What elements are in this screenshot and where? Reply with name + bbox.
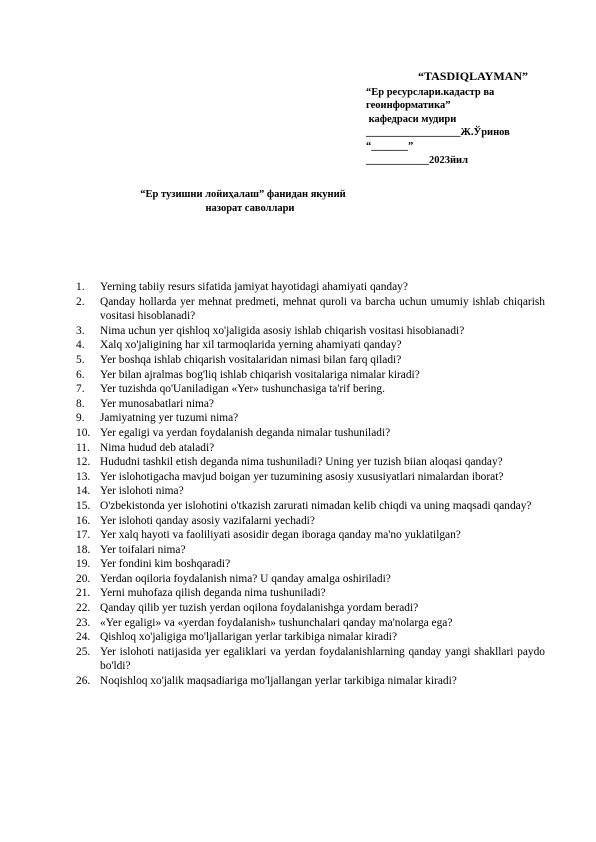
question-text: Hududni tashkil etish deganda nima tushuniladi? Uning yer tuzish biian aloqasi qanday? xyxy=(100,456,503,469)
approval-date-year: ____________2023йил xyxy=(366,154,468,166)
question-text: Yerdan oqiloria foydalanish nima? U qanday amalga oshiriladi? xyxy=(100,572,391,585)
question-text: «Yer egaligi» va «yerdan foydalanish» tushunchalari qanday ma'nolarga ega? xyxy=(100,616,453,629)
question-item xyxy=(76,586,545,601)
question-text: Yer fondini kim boshqaradi? xyxy=(100,558,231,571)
question-number: 14. xyxy=(76,485,91,498)
question-item xyxy=(76,543,545,558)
question-item xyxy=(76,528,545,543)
question-text: O'zbekistonda yer islohotini o'tkazish zarurati nimadan kelib chiqdi va uning maqsadi qanday? xyxy=(100,499,532,512)
approval-title: “TASDIQLAYMAN” xyxy=(417,69,528,83)
question-number: 20. xyxy=(76,572,91,585)
question-text: Qanday hollarda yer mehnat predmeti, mehnat quroli va barcha uchun umumiy ishlab chiqarish vositasi hisoblanadi? xyxy=(100,295,545,323)
question-item xyxy=(76,295,545,324)
question-text: Qishloq xo'jaligiga mo'ljallarigan yerlar tarkibiga nimalar kiradi? xyxy=(100,631,398,644)
question-number: 10. xyxy=(76,426,91,439)
question-number: 5. xyxy=(76,353,85,366)
question-number: 12. xyxy=(76,456,91,469)
question-item xyxy=(76,499,545,514)
question-number: 22. xyxy=(76,602,91,615)
question-number: 11. xyxy=(76,441,90,454)
question-item xyxy=(76,382,545,397)
question-text: Yerning tabiiy resurs sifatida jamiyat hayotidagi ahamiyati qanday? xyxy=(100,281,408,293)
question-number: 21. xyxy=(76,587,91,600)
question-text: Nima uchun yer qishloq xo'jaligida asosiy ishlab chiqarish vositasi hisobianadi? xyxy=(100,324,465,337)
question-number: 13. xyxy=(76,470,91,483)
question-number: 3. xyxy=(76,324,85,337)
question-text: Yer munosabatlari nima? xyxy=(100,397,214,410)
question-number: 17. xyxy=(76,529,91,542)
question-number: 18. xyxy=(76,543,91,556)
question-item xyxy=(76,630,545,645)
question-item xyxy=(76,470,545,485)
question-number: 9. xyxy=(76,412,85,425)
question-text: Yer islohoti qanday asosiy vazifalarni yechadi? xyxy=(100,514,315,527)
heading-line-1: “Ер тузишни лойиҳалаш” фанидан якуний xyxy=(140,189,346,200)
question-text: Xalq xo'jaligining har xil tarmoqlarida yerning ahamiyati qanday? xyxy=(100,339,402,352)
approval-signature-line: __________________Ж.Ўринов xyxy=(366,127,510,139)
question-item xyxy=(76,572,545,587)
question-item xyxy=(76,645,545,674)
document-heading xyxy=(100,188,400,216)
question-text: Yer islohotigacha mavjud boigan yer tuzumining asosiy xususiyatlari nimalardan iborat? xyxy=(100,470,504,483)
question-text: Yer xalq hayoti va faoliliyati asosidir degan iboraga qanday ma'no yuklatilgan? xyxy=(100,529,461,542)
question-item xyxy=(76,441,545,456)
question-item xyxy=(76,674,545,689)
approval-date-day: “_______” xyxy=(366,140,414,152)
question-number: 6. xyxy=(76,368,85,381)
question-number: 16. xyxy=(76,514,91,527)
questions-list xyxy=(76,280,545,689)
question-number: 1. xyxy=(76,281,85,293)
approval-line: “Ер ресурслари.кадастр ва xyxy=(366,86,495,98)
question-text: Yer boshqa ishlab chiqarish vositalaridan nimasi bilan farq qiladi? xyxy=(100,353,402,366)
question-item xyxy=(76,353,545,368)
question-number: 2. xyxy=(76,295,85,308)
question-item xyxy=(76,411,545,426)
question-item xyxy=(76,397,545,412)
approval-line: геоинформатика” xyxy=(366,100,451,112)
question-text: Yer bilan ajralmas bog'liq ishlab chiqarish vositalariga nimalar kiradi? xyxy=(100,368,420,381)
question-item xyxy=(76,455,545,470)
question-number: 4. xyxy=(76,339,85,352)
question-number: 19. xyxy=(76,558,91,571)
heading-line-2: назорат саволлари xyxy=(205,203,295,214)
question-number: 24. xyxy=(76,631,91,644)
question-text: Yer islohoti natijasida yer egaliklari va yerdan foydalanishlarning qanday yangi shakllari paydo bo'ldi? xyxy=(100,645,545,673)
question-item xyxy=(76,280,545,295)
question-text: Yer egaligi va yerdan foydalanish deganda nimalar tushuniladi? xyxy=(100,426,391,439)
approval-block xyxy=(366,70,566,167)
question-number: 7. xyxy=(76,383,85,396)
question-text: Jamiyatning yer tuzumi nima? xyxy=(100,412,239,425)
question-number: 26. xyxy=(76,675,91,688)
question-number: 23. xyxy=(76,616,91,629)
question-number: 25. xyxy=(76,645,91,658)
question-item xyxy=(76,601,545,616)
question-item xyxy=(76,338,545,353)
question-text: Yer toifalari nima? xyxy=(100,543,186,556)
question-item xyxy=(76,616,545,631)
question-item xyxy=(76,514,545,529)
question-text: Noqishloq xo'jalik maqsadiariga mo'ljallangan yerlar tarkibiga nimalar kiradi? xyxy=(100,675,457,688)
question-number: 15. xyxy=(76,499,91,512)
question-text: Yer islohoti nima? xyxy=(100,485,184,498)
question-text: Yer tuzishda qo'Uaniladigan «Yer» tushunchasiga ta'rif bering. xyxy=(100,383,385,396)
question-item xyxy=(76,557,545,572)
question-text: Nima hudud deb ataladi? xyxy=(100,441,215,454)
question-text: Qanday qilib yer tuzish yerdan oqilona foydalanishga yordam beradi? xyxy=(100,602,419,615)
question-number: 8. xyxy=(76,397,85,410)
approval-line: кафедраси мудири xyxy=(366,113,457,125)
question-text: Yerni muhofaza qilish deganda nima tushuniladi? xyxy=(100,587,326,600)
question-item xyxy=(76,368,545,383)
question-item xyxy=(76,426,545,441)
question-item xyxy=(76,324,545,339)
question-item xyxy=(76,484,545,499)
